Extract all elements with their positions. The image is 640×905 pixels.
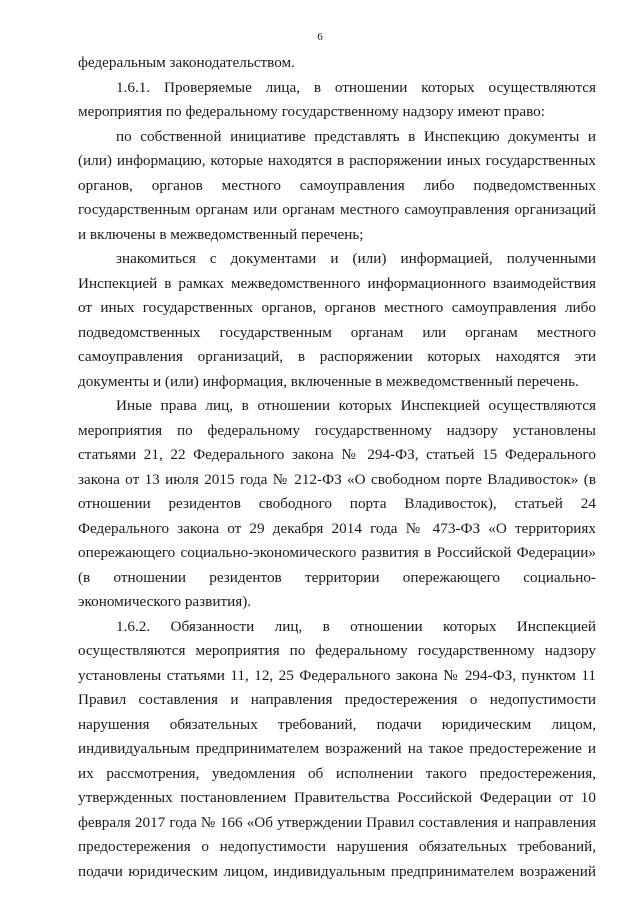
paragraph-1-6-1: 1.6.1. Проверяемые лица, в отношении которых осуществляются мероприятия по федеральному государственному надзору имеют право:	[78, 78, 596, 120]
paragraph-right-review-information: знакомиться с документами и (или) информацией, полученными Инспекцией в рамках межведомственного информационного взаимодействия от иных государственных органов, органов местного самоуправления либо подведомственных государственным органам или органам местного самоуправления организаций, в распоряжении которых находятся эти документы и (или) информация, включенные в межведомственный перечень.	[78, 250, 596, 390]
paragraph-other-rights: Иные права лиц, в отношении которых Инспекцией осуществляются мероприятия по федеральному государственному надзору установлены статьями 21, 22 Федерального закона № 294-ФЗ, статьей 15 Федерального закона от 13 июля 2015 года № 212-ФЗ «О свободном порте Владивосток» (в отношении резидентов свободного порта Владивосток), статьей 24 Федерального закона от 29 декабря 2014 года № 473-ФЗ «О территориях опережающего социально-экономического развития в Российской Федерации» (в отношении резидентов территории опережающего социально-экономического развития).	[78, 397, 596, 610]
paragraph-1-6-2: 1.6.2. Обязанности лиц, в отношении которых Инспекцией осуществляются мероприятия по федеральному государственному надзору установлены статьями 11, 12, 25 Федерального закона № 294-ФЗ, пунктом 11 Правил составления и направления предостережения о недопустимости нарушения обязательных требований, подачи юридическим лицом, индивидуальным предпринимателем возражений на такое предостережение и их рассмотрения, уведомления об исполнении такого предостережения, утвержденных постановлением Правительства Российской Федерации от 10 февраля 2017 года № 166 «Об утверждении Правил составления и направления предостережения о недопустимости нарушения обязательных требований, подачи юридическим лицом, индивидуальным предпринимателем возражений	[78, 617, 596, 880]
paragraph-right-submit-documents: по собственной инициативе представлять в Инспекцию документы и (или) информацию, которые находятся в распоряжении иных государственных органов, органов местного самоуправления либо подведомственных государственным органам или органам местного самоуправления организаций и включены в межведомственный перечень;	[78, 127, 596, 243]
paragraph-continuation: федеральным законодательством.	[78, 54, 295, 71]
page-number: 6	[317, 31, 323, 43]
document-body	[78, 51, 596, 884]
